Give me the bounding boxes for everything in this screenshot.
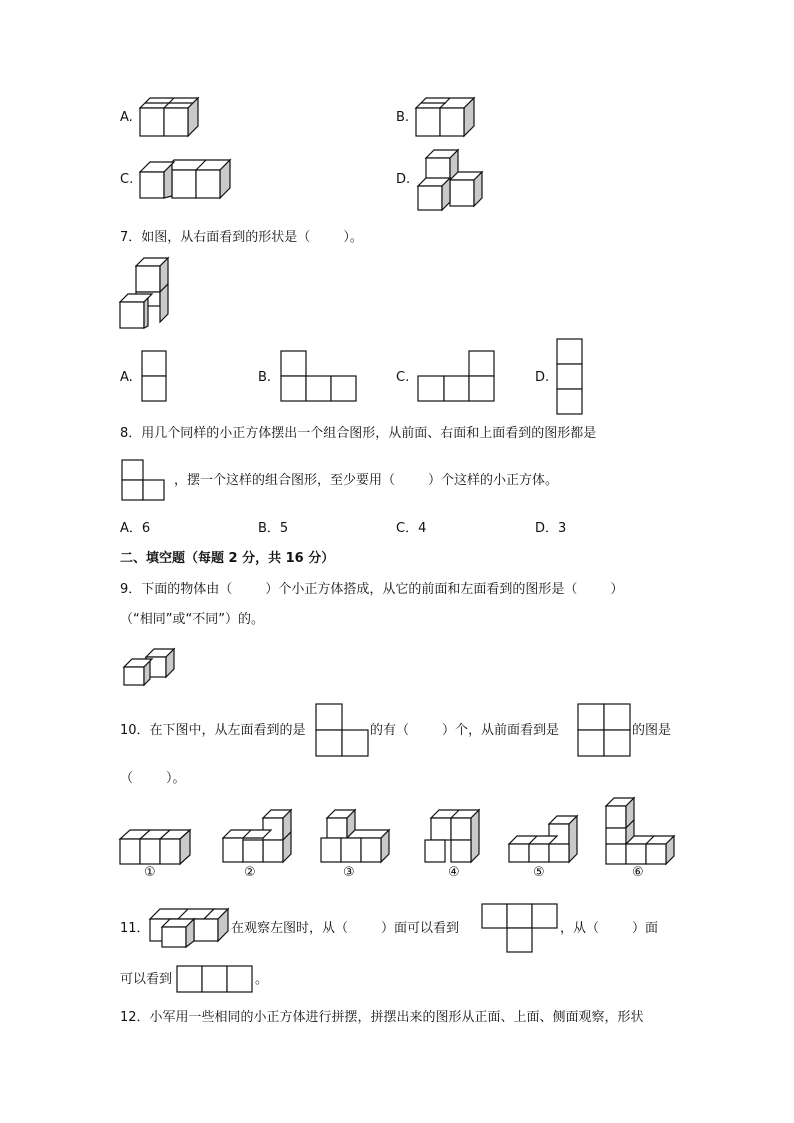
- q10-label-1: ①: [144, 865, 156, 880]
- q10-line2: （ ）。: [120, 771, 186, 786]
- q11-view-row-figure: [176, 965, 256, 995]
- q10-label-6: ⑥: [632, 865, 644, 880]
- q11-line2b: 。: [255, 972, 269, 987]
- q6-option-a-label[interactable]: A.: [120, 110, 133, 125]
- q11-line2a: 可以看到: [120, 972, 173, 987]
- q8-option-b[interactable]: B．5: [258, 521, 289, 536]
- q7-option-b-label[interactable]: B.: [258, 370, 272, 385]
- q8-option-a[interactable]: A．6: [120, 521, 151, 536]
- q10-label-2: ②: [244, 865, 256, 880]
- q7-stem: 7．如图，从右面看到的形状是（ ）。: [120, 230, 363, 245]
- q7-option-a-label[interactable]: A.: [120, 370, 133, 385]
- q6-option-c-label[interactable]: C.: [120, 172, 134, 187]
- section-title: 二、填空题（每题 2 分，共 16 分）: [120, 551, 335, 566]
- q9-line2: （“相同”或“不同”）的。: [120, 612, 264, 627]
- q8-option-c[interactable]: C．4: [396, 521, 427, 536]
- q10-shape-6[interactable]: [605, 796, 685, 866]
- q11-part1: 在观察左图时，从（ ）面可以看到: [231, 921, 460, 936]
- q9-figure: [122, 647, 182, 689]
- q10-shape-5[interactable]: [508, 814, 588, 866]
- q10-part3: 的图是: [632, 723, 672, 738]
- q12-line1: 12．小军用一些相同的小正方体进行拼摆，拼摆出来的图形从正面、上面、侧面观察，形状: [120, 1010, 644, 1025]
- q7-figure: [118, 256, 178, 332]
- q10-shape-4[interactable]: [424, 808, 484, 866]
- q11-part2: ，从（ ）面: [560, 921, 659, 936]
- q7-option-b-figure[interactable]: [280, 350, 360, 404]
- q10-front-view-figure: [577, 703, 633, 759]
- q8-view-figure: [121, 459, 169, 503]
- q10-shape-3[interactable]: [320, 808, 400, 866]
- q10-label-4: ④: [448, 865, 460, 880]
- q6-option-b-figure[interactable]: [416, 94, 486, 138]
- q10-left-view-figure: [315, 703, 371, 759]
- q6-option-b-label[interactable]: B.: [396, 110, 410, 125]
- q6-option-d-figure[interactable]: [416, 146, 496, 212]
- q8-stem: 8．用几个同样的小正方体摆出一个组合图形，从前面、右面和上面看到的图形都是: [120, 426, 597, 441]
- q6-option-d-label[interactable]: D.: [396, 172, 411, 187]
- q9-line1: 9．下面的物体由（ ）个小正方体搭成，从它的前面和左面看到的图形是（ ）: [120, 582, 624, 597]
- q7-option-d-label[interactable]: D.: [535, 370, 550, 385]
- q8-stem-continued: ，摆一个这样的组合图形，至少要用（ ）个这样的小正方体。: [174, 473, 559, 488]
- q10-label-5: ⑤: [533, 865, 545, 880]
- q7-option-c-label[interactable]: C.: [396, 370, 410, 385]
- q11-number: 11．: [120, 921, 150, 936]
- q10-shape-2[interactable]: [222, 808, 302, 866]
- q6-option-c-figure[interactable]: [140, 156, 240, 200]
- q8-option-d[interactable]: D．3: [535, 521, 567, 536]
- q10-shape-1[interactable]: [119, 826, 199, 866]
- q6-option-a-figure[interactable]: [140, 94, 210, 138]
- q7-option-d-figure[interactable]: [556, 338, 584, 416]
- q11-figure: [148, 905, 232, 949]
- q7-option-a-figure[interactable]: [141, 350, 169, 404]
- q7-option-c-figure[interactable]: [417, 350, 497, 404]
- q10-part1: 10．在下图中，从左面看到的是: [120, 723, 306, 738]
- q10-label-3: ③: [343, 865, 355, 880]
- q11-view-top-figure: [481, 903, 561, 955]
- q10-part2: 的有（ ）个，从前面看到是: [370, 723, 560, 738]
